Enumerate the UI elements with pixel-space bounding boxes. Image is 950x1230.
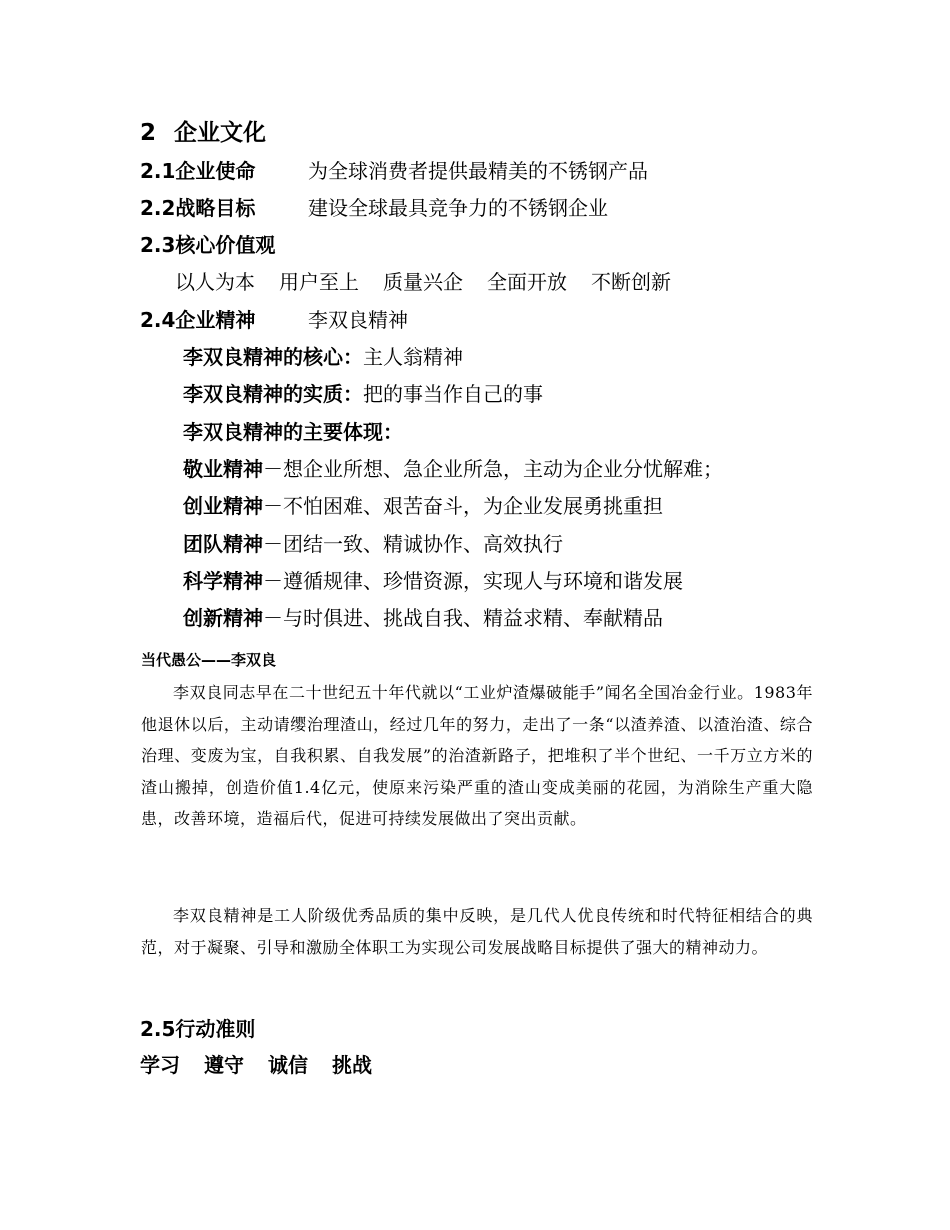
- conduct-label: 2.5行动准则: [140, 1017, 256, 1041]
- spirit-core-value: 主人翁精神: [363, 345, 463, 369]
- story-paragraph: 李双良同志早在二十世纪五十年代就以“工业炉渣爆破能手”闻名全国冶金行业。1983年他退休以后，主动请缨治理渣山，经过几年的努力，走出了一条“以渣养渣、以渣治渣、综合治理、变废为宝，自我积累、自我发展”的治渣新路子，把堆积了半个世纪、一千万立方米的渣山搬掉，创造价值1.4亿元，使原来污染严重的渣山变成美丽的花园，为消除生产重大隐患，改善环境，造福后代，促进可持续发展做出了突出贡献。: [141, 683, 813, 828]
- spirit-item-text: －与时俱进、挑战自我、精益求精、奉献精品: [263, 606, 663, 630]
- conduct-list: [140, 1053, 372, 1077]
- spirit-item-text: －团结一致、精诚协作、高效执行: [263, 532, 563, 556]
- section-title: 企业文化: [174, 120, 267, 146]
- spirit-essence-value: 把的事当作自己的事: [363, 382, 543, 406]
- spirit-essence: [183, 382, 543, 406]
- spirit-value: 李双良精神: [308, 308, 408, 332]
- values-label: 2.3核心价值观: [140, 233, 276, 257]
- section-heading: [140, 119, 266, 147]
- spirit-core: [183, 345, 463, 369]
- spirit-item-text: －想企业所想、急企业所急，主动为企业分忧解难；: [263, 457, 723, 481]
- spirit-label: 2.4企业精神: [140, 308, 256, 332]
- spirit-essence-label: 李双良精神的实质：: [183, 382, 363, 406]
- spirit-item-name: 团队精神: [183, 532, 263, 556]
- conduct-item: 诚信: [268, 1053, 308, 1077]
- story-heading: 当代愚公——李双良: [141, 651, 277, 669]
- spirit-item-name: 创新精神: [183, 606, 263, 630]
- spirit-item: [183, 569, 683, 593]
- spirit-item-name: 创业精神: [183, 494, 263, 518]
- conduct-item: 遵守: [204, 1053, 244, 1077]
- spirit-item-text: －不怕困难、艰苦奋斗，为企业发展勇挑重担: [263, 494, 663, 518]
- value-item: 质量兴企: [383, 270, 463, 294]
- value-item: 用户至上: [279, 270, 359, 294]
- value-item: 不断创新: [591, 270, 671, 294]
- spirit-row: [140, 308, 408, 332]
- values-list: [175, 270, 671, 294]
- spirit-item: [183, 532, 563, 556]
- spirit-item: [183, 606, 663, 630]
- spirit-main-label: 李双良精神的主要体现：: [183, 420, 403, 444]
- value-item: 全面开放: [487, 270, 567, 294]
- value-item: 以人为本: [175, 270, 255, 294]
- mission-row: [140, 159, 648, 183]
- story-paragraph: 李双良精神是工人阶级优秀品质的集中反映，是几代人优良传统和时代特征相结合的典范，对于凝聚、引导和激励全体职工为实现公司发展战略目标提供了强大的精神动力。: [141, 906, 813, 957]
- spirit-item: [183, 457, 723, 481]
- spirit-item-text: －遵循规律、珍惜资源，实现人与环境和谐发展: [263, 569, 683, 593]
- strategy-label: 2.2战略目标: [140, 196, 256, 220]
- spirit-item-name: 敬业精神: [183, 457, 263, 481]
- spirit-item-name: 科学精神: [183, 569, 263, 593]
- mission-label: 2.1企业使命: [140, 159, 256, 183]
- conduct-item: 挑战: [332, 1053, 372, 1077]
- strategy-row: [140, 196, 608, 220]
- spirit-core-label: 李双良精神的核心：: [183, 345, 363, 369]
- mission-value: 为全球消费者提供最精美的不锈钢产品: [308, 159, 648, 183]
- strategy-value: 建设全球最具竞争力的不锈钢企业: [308, 196, 608, 220]
- spirit-item: [183, 494, 663, 518]
- conduct-item: 学习: [140, 1053, 180, 1077]
- section-number: 2: [140, 120, 157, 146]
